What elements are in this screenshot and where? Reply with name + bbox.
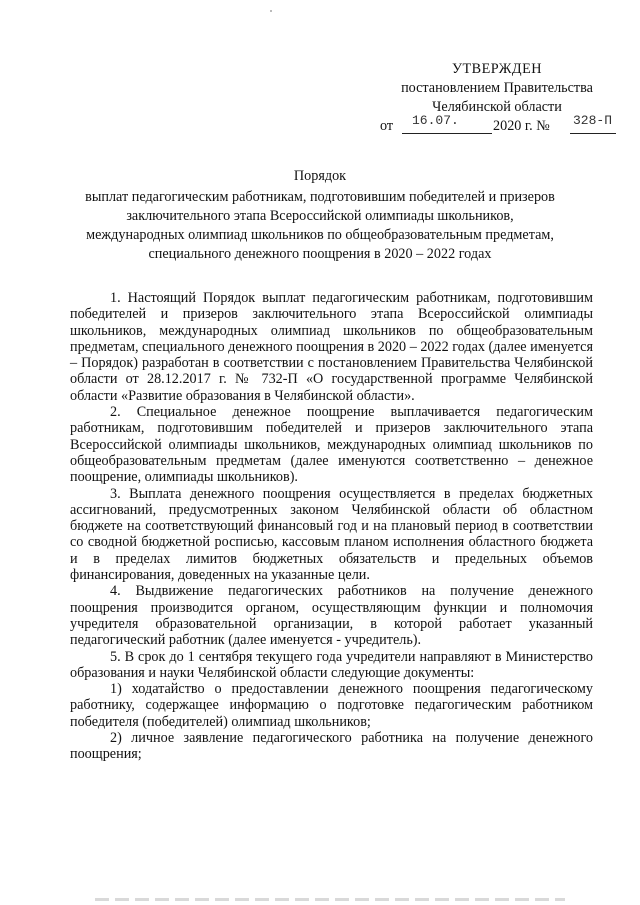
approval-line-2: Челябинской области: [432, 99, 562, 115]
title-line-2: заключительного этапа Всероссийской олимпиады школьников,: [126, 208, 514, 224]
scan-artifact: [270, 10, 272, 12]
document-body: [70, 290, 593, 763]
list-item-1: 1) ходатайство о предоставлении денежного поощрения педагогическому работнику, содержащее информацию о подготовке педагогическим работником победителя (победителей) олимпиад школьников;: [70, 681, 593, 730]
paragraph-4: 4. Выдвижение педагогических работников на получение денежного поощрения производится органом, осуществляющим функции и полномочия учредителя образовательной организации, в которой работает указанный педагогический работник (далее именуется - учредитель).: [70, 583, 593, 649]
date-prefix: от: [380, 118, 394, 134]
document-title: [60, 167, 580, 264]
title-line-3: международных олимпиад школьников по общеобразовательным предметам,: [86, 227, 554, 243]
title-heading: Порядок: [293, 168, 347, 184]
title-line-4: специального денежного поощрения в 2020 – 2022 годах: [148, 246, 492, 262]
paragraph-5: 5. В срок до 1 сентября текущего года учредители направляют в Министерство образования и науки Челябинской области следующие документы:: [70, 648, 593, 681]
scan-artifact-bottom: [95, 898, 565, 901]
approval-date: 16.07.: [412, 113, 459, 128]
number-underline: [570, 133, 616, 134]
title-line-1: выплат педагогическим работникам, подготовившим победителей и призеров: [85, 189, 555, 205]
approved-label: УТВЕРЖДЕН: [451, 61, 543, 77]
approval-number: 328-П: [573, 113, 613, 128]
date-underline: [402, 133, 492, 134]
approval-line-1: постановлением Правительства: [401, 80, 593, 96]
approval-stamp: [382, 60, 612, 117]
paragraph-1: 1. Настоящий Порядок выплат педагогическим работникам, подготовившим победителей и призеров заключительного этапа Всероссийской олимпиады школьников, международных олимпиад школьников по общеобразовательным предметам, специального денежного поощрения в 2020 – 2022 годах (далее именуется – Порядок) разработан в соответствии с постановлением Правительства Челябинской области от 28.12.2017 г. № 732-П «О государственной программе Челябинской области «Развитие образования в Челябинской области».: [70, 290, 594, 404]
year-number-label: 2020 г. №: [493, 118, 550, 134]
paragraph-2: 2. Специальное денежное поощрение выплачивается педагогическим работникам, подготовившим победителей и призеров заключительного этапа Всероссийской олимпиады школьников, международных олимпиад школьников по общеобразовательным предметам (далее именуются соответственно – денежное поощрение, олимпиады школьников).: [70, 404, 593, 486]
list-item-2: 2) личное заявление педагогического работника на получение денежного поощрения;: [70, 730, 593, 763]
approval-dateline: [380, 113, 620, 136]
paragraph-3: 3. Выплата денежного поощрения осуществляется в пределах бюджетных ассигнований, предусмотренных законом Челябинской области об областном бюджете на соответствующий финансовый год и на плановый период в соответствии со сводной бюджетной росписью, кассовым планом исполнения областного бюджета и в пределах лимитов бюджетных обязательств и предельных объемов финансирования, доведенных на указанные цели.: [70, 485, 593, 584]
